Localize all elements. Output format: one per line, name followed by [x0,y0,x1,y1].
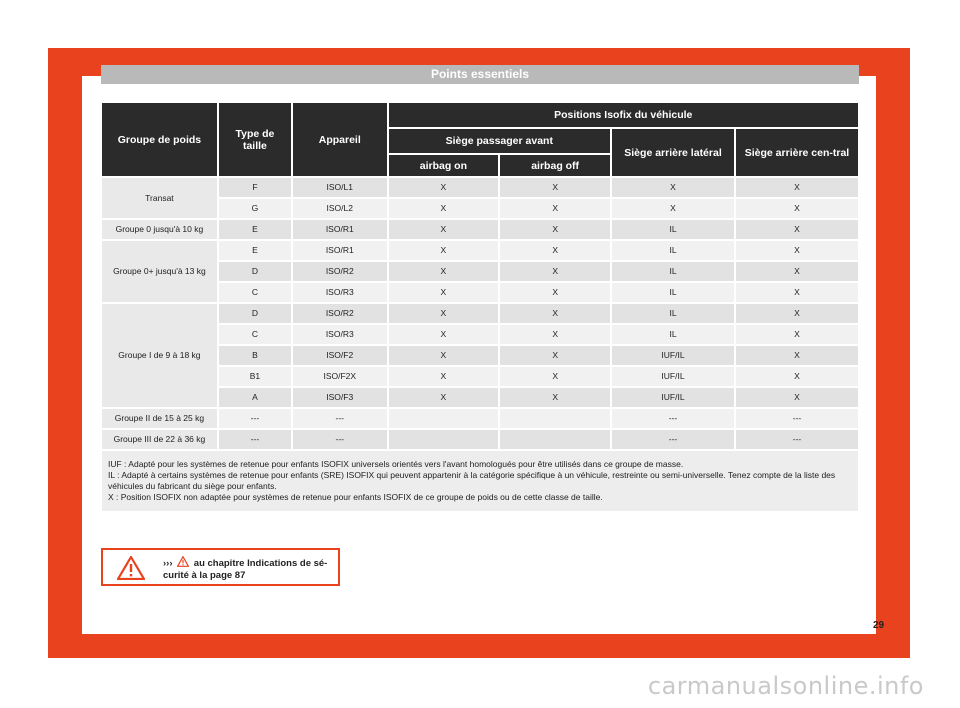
device-cell: ISO/R1 [293,241,387,260]
rear-side-cell: IL [612,304,734,323]
isofix-table-wrapper [101,101,859,513]
airbag-on-cell: X [389,283,499,302]
table-row [102,178,858,197]
device-cell: ISO/R3 [293,283,387,302]
rear-center-cell: X [736,304,858,323]
device-cell: --- [293,409,387,428]
airbag-off-cell [500,430,610,449]
rear-center-cell: X [736,367,858,386]
header-weight-group: Groupe de poids [102,103,217,176]
section-header: Points essentiels [101,65,859,84]
rear-center-cell: X [736,262,858,281]
rear-center-cell: X [736,346,858,365]
device-cell: ISO/L1 [293,178,387,197]
size-type-cell: E [219,220,291,239]
airbag-off-cell: X [500,220,610,239]
size-type-cell: D [219,262,291,281]
airbag-off-cell: X [500,325,610,344]
device-cell: ISO/R2 [293,262,387,281]
table-body [102,178,858,449]
rear-side-cell: IUF/IL [612,388,734,407]
airbag-on-cell: X [389,325,499,344]
table-row [102,241,858,260]
rear-side-cell: IUF/IL [612,367,734,386]
airbag-off-cell: X [500,304,610,323]
rear-center-cell: X [736,325,858,344]
header-rear-side: Siège arrière latéral [612,129,734,176]
rear-center-cell: X [736,199,858,218]
device-cell: ISO/F2 [293,346,387,365]
table-row [102,220,858,239]
weight-group-cell: Groupe I de 9 à 18 kg [102,304,217,407]
size-type-cell: B [219,346,291,365]
rear-center-cell: X [736,220,858,239]
table-row [102,304,858,323]
rear-center-cell: --- [736,409,858,428]
rear-center-cell: X [736,241,858,260]
airbag-on-cell: X [389,220,499,239]
rear-side-cell: --- [612,430,734,449]
table-notes [102,451,858,511]
header-rear-center: Siège arrière cen-tral [736,129,858,176]
device-cell: ISO/L2 [293,199,387,218]
note-x: X : Position ISOFIX non adaptée pour systèmes de retenue pour enfants ISOFIX de ce groupe de poids ou de cette classe de taille. [108,492,603,502]
size-type-cell: D [219,304,291,323]
rear-side-cell: IL [612,241,734,260]
size-type-cell: C [219,283,291,302]
rear-side-cell: IL [612,262,734,281]
page-number: 29 [873,620,885,631]
rear-side-cell: IUF/IL [612,346,734,365]
airbag-off-cell: X [500,283,610,302]
airbag-on-cell: X [389,241,499,260]
size-type-cell: A [219,388,291,407]
watermark: carmanualsonline.info [647,672,924,700]
weight-group-cell: Groupe II de 15 à 25 kg [102,409,217,428]
header-positions: Positions Isofix du véhicule [389,103,859,127]
weight-group-cell: Groupe 0 jusqu'à 10 kg [102,220,217,239]
weight-group-cell: Groupe 0+ jusqu'à 13 kg [102,241,217,302]
airbag-on-cell: X [389,199,499,218]
header-airbag-off: airbag off [500,155,610,176]
weight-group-cell: Groupe III de 22 à 36 kg [102,430,217,449]
device-cell: --- [293,430,387,449]
airbag-on-cell [389,409,499,428]
airbag-on-cell: X [389,304,499,323]
weight-group-cell: Transat [102,178,217,218]
airbag-on-cell: X [389,388,499,407]
size-type-cell: --- [219,430,291,449]
size-type-cell: C [219,325,291,344]
safety-reference-label: au chapitre Indications de sé-curité à la page 87 [163,558,328,581]
rear-side-cell: X [612,199,734,218]
device-cell: ISO/F2X [293,367,387,386]
header-size-type: Type de taille [219,103,291,176]
header-device: Appareil [293,103,387,176]
airbag-off-cell [500,409,610,428]
rear-side-cell: IL [612,325,734,344]
airbag-on-cell: X [389,178,499,197]
device-cell: ISO/R2 [293,304,387,323]
rear-center-cell: X [736,178,858,197]
small-warning-icon [177,556,189,567]
size-type-cell: G [219,199,291,218]
header-front-passenger: Siège passager avant [389,129,611,153]
airbag-on-cell [389,430,499,449]
rear-side-cell: IL [612,220,734,239]
size-type-cell: B1 [219,367,291,386]
table-row [102,430,858,449]
device-cell: ISO/R3 [293,325,387,344]
airbag-off-cell: X [500,199,610,218]
airbag-on-cell: X [389,262,499,281]
airbag-off-cell: X [500,241,610,260]
note-il: IL : Adapté à certains systèmes de retenue pour enfants (SRE) ISOFIX qui peuvent appartenir à la catégorie spécifique à un véhicule, restreinte ou semi-universelle. Tenez compte de la liste des véhicules du fabricant du siège pour enfants. [108,470,836,491]
size-type-cell: --- [219,409,291,428]
rear-side-cell: X [612,178,734,197]
rear-side-cell: IL [612,283,734,302]
link-arrows: ››› [163,558,173,569]
rear-center-cell: X [736,388,858,407]
airbag-off-cell: X [500,367,610,386]
rear-center-cell: X [736,283,858,302]
size-type-cell: E [219,241,291,260]
airbag-off-cell: X [500,388,610,407]
airbag-on-cell: X [389,367,499,386]
note-iuf: IUF : Adapté pour les systèmes de retenue pour enfants ISOFIX universels orientés vers l'avant homologués pour être utilisés dans ce groupe de masse. [108,459,684,469]
rear-center-cell: --- [736,430,858,449]
device-cell: ISO/R1 [293,220,387,239]
airbag-off-cell: X [500,262,610,281]
warning-triangle-icon [117,556,145,580]
header-airbag-on: airbag on [389,155,499,176]
device-cell: ISO/F3 [293,388,387,407]
rear-side-cell: --- [612,409,734,428]
table-row [102,409,858,428]
airbag-on-cell: X [389,346,499,365]
safety-reference-text[interactable] [163,556,333,582]
airbag-off-cell: X [500,178,610,197]
isofix-table [100,101,860,513]
size-type-cell: F [219,178,291,197]
airbag-off-cell: X [500,346,610,365]
safety-reference-box [101,548,340,586]
